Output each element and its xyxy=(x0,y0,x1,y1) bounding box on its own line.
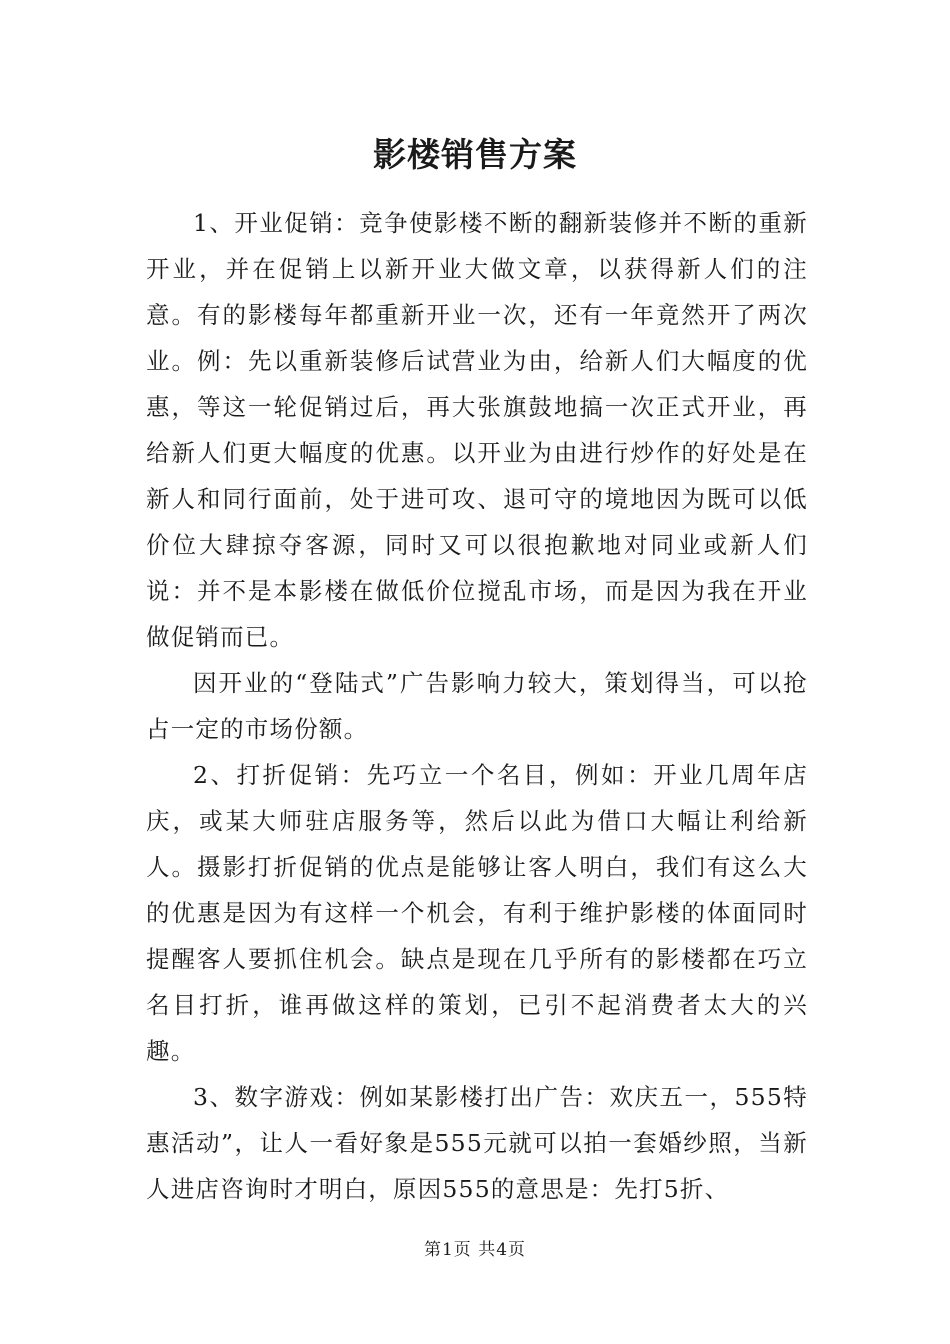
page-number-footer: 第1页 共4页 xyxy=(423,1240,527,1260)
document-body xyxy=(146,200,808,1212)
document-title: 影楼销售方案 xyxy=(373,135,577,174)
paragraph-1: 1、开业促销：竞争使影楼不断的翻新装修并不断的重新开业，并在促销上以新开业大做文章，以获得新人们的注意。有的影楼每年都重新开业一次，还有一年竟然开了两次业。例：先以重新装修后试营业为由，给新人们大幅度的优惠，等这一轮促销过后，再大张旗鼓地搞一次正式开业，再给新人们更大幅度的优惠。以开业为由进行炒作的好处是在新人和同行面前，处于进可攻、退可守的境地因为既可以低价位大肆掠夺客源，同时又可以很抱歉地对同业或新人们说：并不是本影楼在做低价位搅乱市场，而是因为我在开业做促销而已。 xyxy=(146,209,808,651)
paragraph-4: 3、数字游戏：例如某影楼打出广告：欢庆五一，555特惠活动”，让人一看好象是555元就可以拍一套婚纱照，当新人进店咨询时才明白，原因555的意思是：先打5折、 xyxy=(146,1083,808,1203)
paragraph-3: 2、打折促销：先巧立一个名目，例如：开业几周年店庆，或某大师驻店服务等，然后以此为借口大幅让利给新人。摄影打折促销的优点是能够让客人明白，我们有这么大的优惠是因为有这样一个机会，有利于维护影楼的体面同时提醒客人要抓住机会。缺点是现在几乎所有的影楼都在巧立名目打折，谁再做这样的策划，已引不起消费者太大的兴趣。 xyxy=(146,761,808,1065)
paragraph-2: 因开业的“登陆式”广告影响力较大，策划得当，可以抢占一定的市场份额。 xyxy=(146,669,808,743)
